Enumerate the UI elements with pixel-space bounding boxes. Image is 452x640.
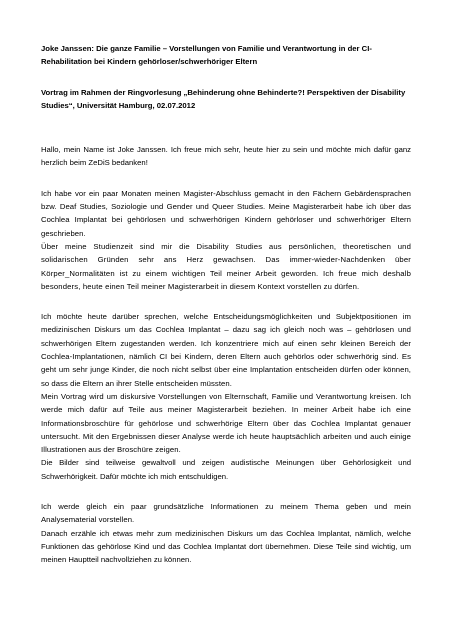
paragraph-apology: Die Bilder sind teilweise gewaltvoll und zeigen audistische Meinungen über Gehörlosigkeit und Schwerhörigkeit. Dafür möchte ich mich entschuldigen. [41, 458, 411, 481]
paragraph-lecture: Mein Vortrag wird um diskursive Vorstellungen von Elternschaft, Familie und Verantwortung kreisen. Ich werde mich dafür auf Teile aus meiner Magisterarbeit beziehen. In meiner Arbeit habe ich eine Informationsbroschüre für gehörlose und schwerhörige Eltern über das Cochlea Implantat genauer untersucht. Mit den Ergebnissen dieser Analyse werde ich heute hauptsächlich arbeiten und auch einige Illustrationen aus der Broschüre zeigen. [41, 391, 411, 455]
paragraph-outline: Ich werde gleich ein paar grundsätzliche Informationen zu meinem Thema geben und mein Analysematerial vorstellen. [41, 502, 411, 525]
paragraph-studies: Ich habe vor ein paar Monaten meinen Magister-Abschluss gemacht in den Fächern Gebärdensprachen bzw. Deaf Studies, Soziologie und Gender und Queer Studies. Meine Magisterarbeit habe ich über das Cochlea Implantat bei gehörlosen und schwerhörigen Kindern gehörloser und schwerhöriger Eltern geschrieben. [41, 188, 411, 238]
paragraph-greeting: Hallo, mein Name ist Joke Janssen. Ich freue mich sehr, heute hier zu sein und möchte mich dafür ganz herzlich beim ZeDiS bedanken! [41, 145, 411, 168]
paragraph-next: Danach erzähle ich etwas mehr zum medizinischen Diskurs um das Cochlea Implantat, nämlich, welche Funktionen das gehörlose Kind und das Cochlea Implantat dort übernehmen. Diese Teile sind wichtig, um meinen Hauptteil nachvollziehen zu können. [41, 528, 411, 565]
document-subtitle: Vortrag im Rahmen der Ringvorlesung „Behinderung ohne Behinderte?! Perspektiven der Disability Studies“, Universität Hamburg, 02.07.2012 [41, 87, 406, 110]
paragraph-disability-studies: Über meine Studienzeit sind mir die Disability Studies aus persönlichen, theoretischen und solidarischen Gründen sehr ans Herz gewachsen. Das immer-wieder-Nachdenken über Körper_Normalitäten ist zu einem wichtigen Teil meiner Arbeit geworden. Ich freue mich deshalb besonders, heute einen Teil meiner Magisterarbeit in diesem Kontext vorstellen zu dürfen. [41, 241, 411, 291]
paragraph-topic: Ich möchte heute darüber sprechen, welche Entscheidungsmöglichkeiten und Subjektpositionen im medizinischen Diskurs um das Cochlea Implantat – dazu sag ich gleich noch was – gehörlosen und schwerhörigen Eltern zugestanden werden. Ich konzentriere mich auf einen sehr kleinen Bereich der Cochlea-Implantationen, nämlich CI bei Kindern, deren Eltern auch gehörlos oder schwerhörig sind. Es geht um sehr junge Kinder, die noch nicht selbst über eine Implantation entscheiden dürfen oder können, so dass die Eltern an ihrer Stelle entscheiden müssten. [41, 312, 411, 388]
document-title: Joke Janssen: Die ganze Familie – Vorstellungen von Familie und Verantwortung in der CI-Rehabilitation bei Kindern gehörloser/schwerhöriger Eltern [41, 44, 372, 67]
document-page [41, 42, 411, 567]
